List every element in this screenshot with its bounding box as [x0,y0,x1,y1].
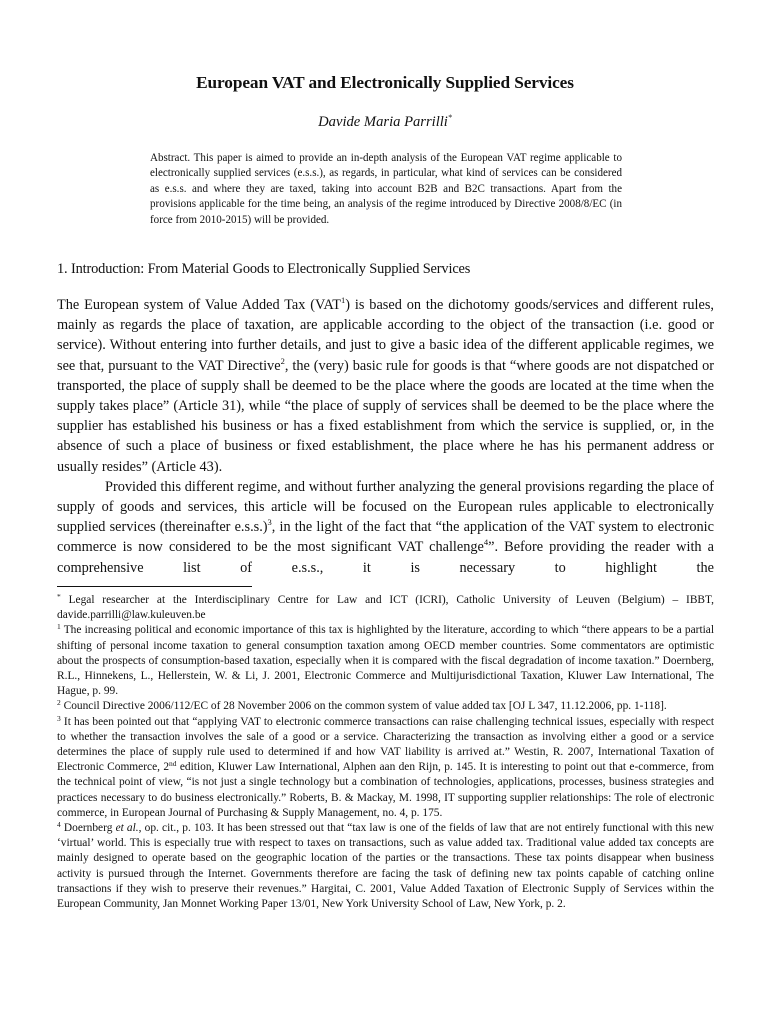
body-text [57,295,714,578]
footnote-text: It has been pointed out that “applying VAT to electronic commerce transactions can raise challenging technical issues, especially with respect to whether the transaction involves the sale of a good or a service. Characterizing the transaction as involving either a good or a service determines the place of supply rule used to determined if and how VAT liability is arrived at.” Westin, R. 2007, International Taxation of Electronic Commerce, 2 [57,715,714,774]
paragraph-2 [57,477,714,578]
footnote-4 [57,821,714,912]
paragraph-2-part-1: Provided this different regime, and without further analyzing the general provisions regarding the place of supply of goods and services, this article will be focused on the European rules applicable to electronically supplied services (thereinafter e.s.s.) [57,478,714,536]
footnote-mark: 1 [57,622,61,632]
footnote-text: Doernberg [60,822,116,835]
footnote-text-continued: edition, Kluwer Law International, Alphen aan den Rijn, p. 145. It is interesting to point out that e-commerce, from the technical point of view, “is not just a single technology but a combination of technologies, applications, processes, business strategies and practices necessary to do business electronically.” Roberts, B. & Mackay, M. 1998, IT supporting supplier relationships: The role of electronic commerce, in European Journal of Purchasing & Supply Management, no. 4, p. 175. [57,761,715,819]
footnotes [57,593,714,912]
footnote-author [57,593,714,623]
footnote-ref-2[interactable]: 2 [280,355,285,366]
section-heading: 1. Introduction: From Material Goods to Electronically Supplied Services [57,261,471,277]
paragraph-1-part-2: ) is based on the dichotomy goods/services and different rules, mainly as regards the place of taxation, are applicable according to the object of the transaction (i.e. good or service). Without entering into further details, and just to give a basic idea of the different applicable regimes, we see that, pursuant to the VAT Directive [57,297,714,374]
footnote-mark: 4 [57,820,61,830]
document-title: European VAT and Electronically Supplied Services [196,73,574,92]
paragraph-2-part-2: , in the light of the fact that “the application of the VAT system to electronic commerce is now considered to be the most significant VAT challenge [57,519,714,556]
footnote-1 [57,623,714,699]
abstract: Abstract. This paper is aimed to provide an in-depth analysis of the European VAT regime applicable to electronically supplied services (e.s.s.), as regards, in particular, what kind of services can be considered as e.s.s. and where they are taxed, taking into account B2B and B2C transactions. Apart from the provisions applicable for the time being, an analysis of the regime introduced by Directive 2008/8/EC (in force from 2010-2015) will be provided. [150,152,622,226]
paragraph-1 [57,295,714,477]
footnote-ref-4[interactable]: 4 [483,537,489,548]
footnote-3 [57,715,714,821]
footnote-ref-3[interactable]: 3 [267,517,272,528]
footnote-mark: 3 [57,713,61,723]
footnote-mark: 2 [57,698,61,708]
footnote-2 [57,699,714,714]
paragraph-1-part-1: The European system of Value Added Tax (VAT [57,297,342,313]
footnote-text: Council Directive 2006/112/EC of 28 November 2006 on the common system of value added tax [OJ L 347, 11.12.2006, pp. 1-118]. [60,700,667,713]
footnote-mark: * [57,592,61,601]
footnote-text: Legal researcher at the Interdisciplinary Centre for Law and ICT (ICRI), Catholic University of Leuven (Belgium) – IBBT, davide.parrilli@law.kuleuven.be [57,594,714,622]
ordinal-suffix: nd [169,759,177,769]
author-name [0,113,770,131]
author-name-text: Davide Maria Parrilli [318,114,448,130]
author-footnote-mark[interactable]: * [447,113,452,122]
footnote-text: The increasing political and economic importance of this tax is highlighted by the literature, according to which “there appears to be a partial shifting of personal income taxation to general consumption taxation among OECD member countries. Some commentators are optimistic about the prospects of consumption-based taxation, especially when it is compared with the fiscal degradation of income taxation.” Doernberg, R.L., Hinnekens, L., Hellerstein, W. & Li, J. 2001, Electronic Commerce and Multijurisdictional Taxation, Kluwer Law International, The Hague, p. 99. [57,624,714,698]
paragraph-1-part-3: , the (very) basic rule for goods is that “where goods are not dispatched or transported, the place of supply shall be deemed to be the place where the goods are located at the time when the supply takes place” (Article 31), while “the place of supply of services shall be deemed to be the place where the supplier has established his business or has a fixed establishment from which the service is supplied, or, in the absence of such a place of business or fixed establishment, the place where he has his permanent address or usually resides” (Article 43). [57,357,714,475]
paragraph-2-part-3: ”. Before providing the reader with a comprehensive list of e.s.s., it is necessary to highlight the [57,539,715,576]
footnote-separator [57,586,252,587]
footnote-text-continued: , op. cit., p. 103. It has been stressed out that “tax law is one of the fields of law that are not entirely functional with this new ‘virtual’ world. This is especially true with respect to taxes on transactions, such as value added tax. Traditional value added tax concepts are mainly designed to operate based on the geographic location of the parties or the transactions. These tax points disappear when business activity is pursued through the Internet. Governments therefore are facing the task of defining new tax points capable of catching online transactions if they wish to preserve their revenues.” Hargitai, C. 2001, Value Added Taxation of Electronic Supply of Services within the European Community, Jan Monnet Working Paper 13/01, New York University School of Law, New York, p. 2. [57,822,715,911]
footnote-ref-1[interactable]: 1 [341,295,346,305]
footnote-italic: et al. [115,822,139,835]
